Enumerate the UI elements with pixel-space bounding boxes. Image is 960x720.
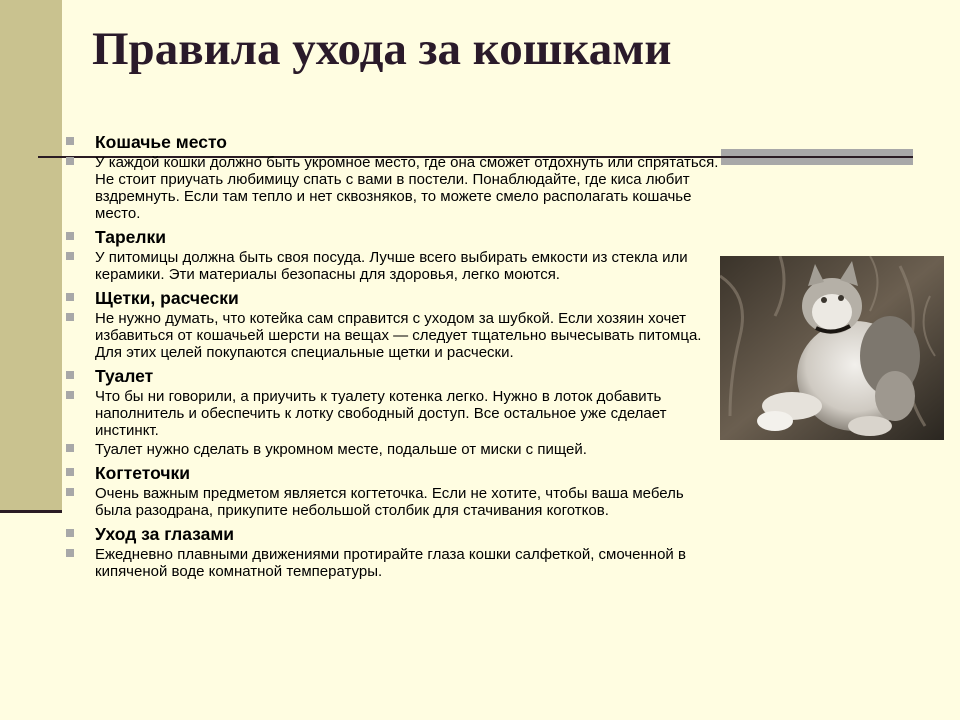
bullet-paragraph [66,310,721,361]
bullet-heading [66,366,721,386]
heading-text: Щетки, расчески [95,288,239,308]
cat-photo [720,256,944,440]
square-bullet-icon [66,313,74,321]
bullet-heading [66,524,721,544]
bullet-heading [66,288,721,308]
square-bullet-icon [66,293,74,301]
bullet-paragraph [66,249,721,283]
paragraph-text: У питомицы должна быть своя посуда. Лучше всего выбирать емкости из стекла или керамики. Эти материалы безопасны для здоровья, легко моются. [95,249,688,283]
bullet-paragraph [66,154,721,222]
square-bullet-icon [66,444,74,452]
heading-text: Тарелки [95,227,167,247]
bullet-heading [66,463,721,483]
square-bullet-icon [66,371,74,379]
square-bullet-icon [66,468,74,476]
paragraph-text: Что бы ни говорили, а приучить к туалету котенка легко. Нужно в лоток добавить наполнитель и обеспечить к лотку свободный доступ. Все остальное уже сделает инстинкт. [95,388,667,439]
slide-title: Правила ухода за кошками [92,23,672,75]
heading-text: Когтеточки [95,463,191,483]
divider-accent-bar-lower [721,158,913,165]
heading-text: Кошачье место [95,132,227,152]
bullet-paragraph [66,388,721,439]
square-bullet-icon [66,252,74,260]
heading-text: Туалет [95,366,154,386]
bullet-paragraph [66,546,721,580]
bullet-heading [66,227,721,247]
paragraph-text: У каждой кошки должно быть укромное место, где она сможет отдохнуть или спрятаться. Не стоит приучать любимицу спать с вами в постели. Понаблюдайте, где киса любит вздремнуть. Если там тепло и нет сквозняков, то можете смело располагать кошачье место. [95,154,719,222]
paragraph-text: Очень важным предметом является когтеточка. Если не хотите, чтобы ваша мебель была разодрана, прикупите небольшой столбик для стачивания коготков. [95,485,684,519]
paragraph-text: Ежедневно плавными движениями протирайте глаза кошки салфеткой, смоченной в кипяченой воде комнатной температуры. [95,546,686,580]
square-bullet-icon [66,488,74,496]
divider-accent-bar [721,149,913,156]
bullet-paragraph [66,441,721,458]
square-bullet-icon [66,137,74,145]
bullet-list [66,132,721,580]
cat-photo-illustration [720,256,944,440]
square-bullet-icon [66,157,74,165]
heading-text: Уход за глазами [95,524,235,544]
bullet-heading [66,132,721,152]
square-bullet-icon [66,549,74,557]
square-bullet-icon [66,529,74,537]
paragraph-text: Туалет нужно сделать в укромном месте, подальше от миски с пищей. [95,441,587,458]
paragraph-text: Не нужно думать, что котейка сам справится с уходом за шубкой. Если хозяин хочет избавиться от кошачьей шерсти на вещах — следует тщательно вычесывать питомца. Для этих целей покупаются специальные щетки и расчески. [95,310,702,361]
left-band-underline [0,510,62,513]
bullet-paragraph [66,485,721,519]
square-bullet-icon [66,232,74,240]
square-bullet-icon [66,391,74,399]
left-accent-band [0,0,62,512]
